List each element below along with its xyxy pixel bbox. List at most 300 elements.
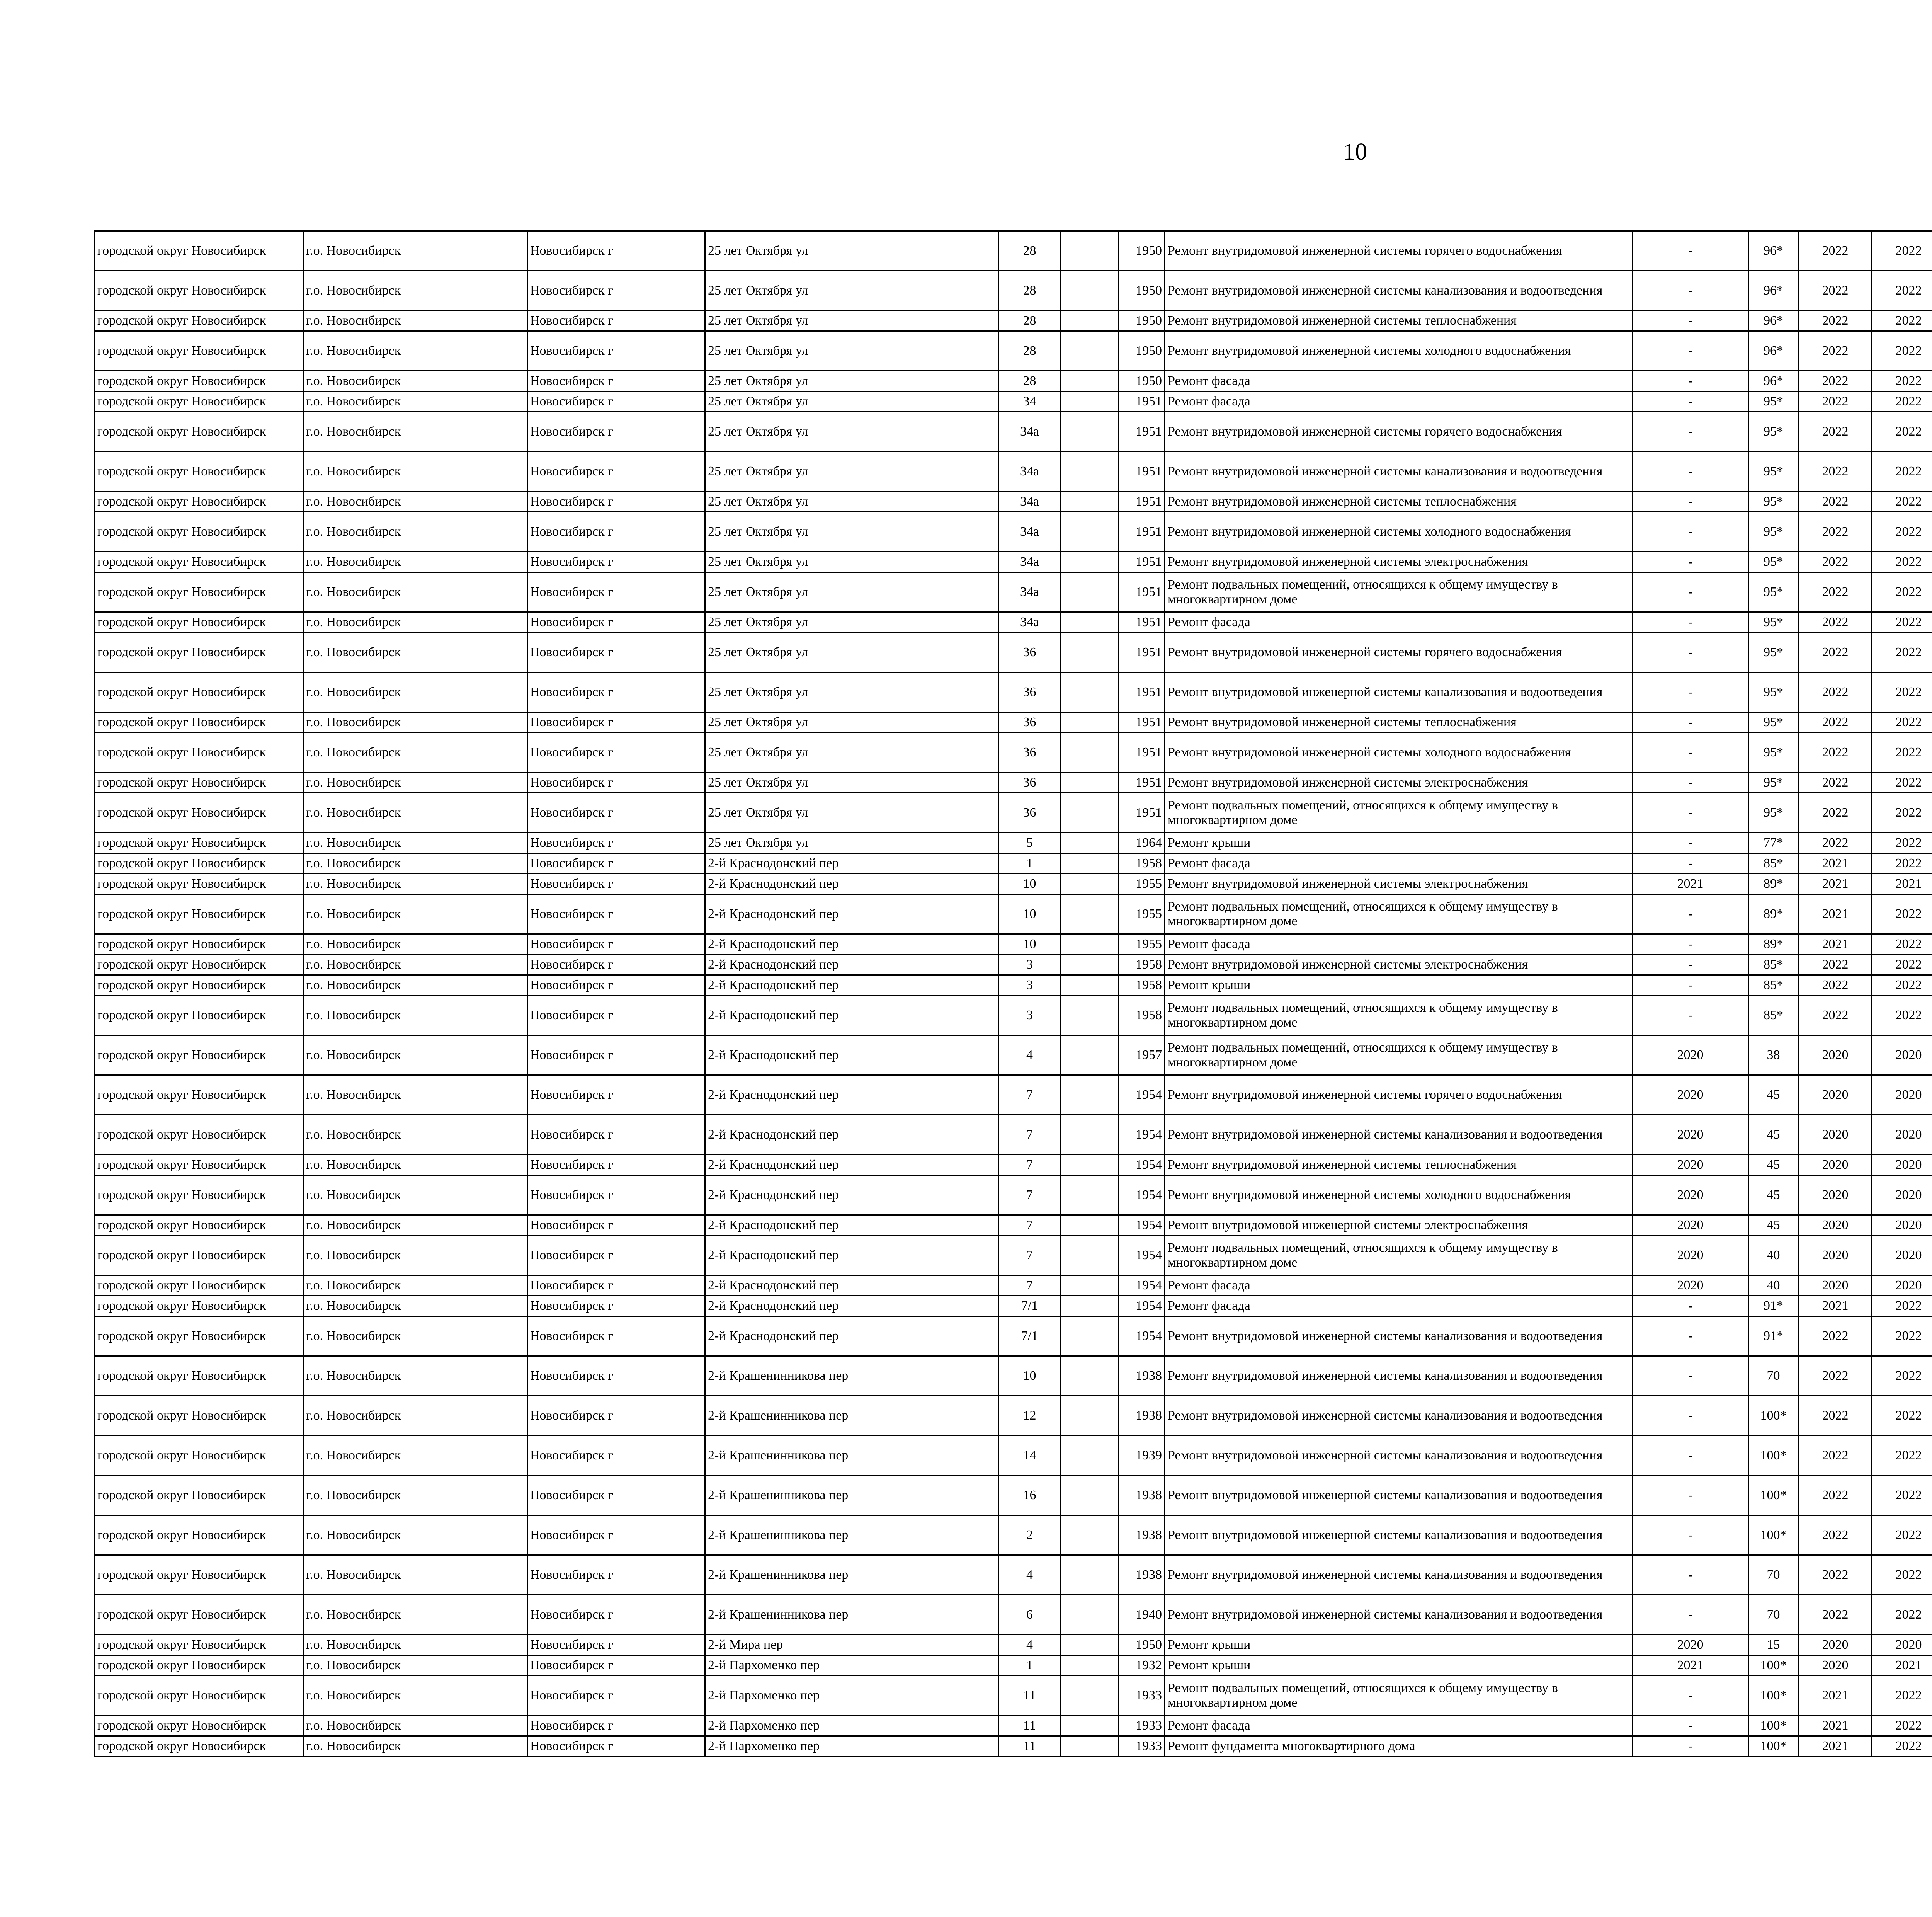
wear-percent-cell: 70 bbox=[1748, 1356, 1799, 1396]
wear-percent-cell: 100* bbox=[1748, 1655, 1799, 1676]
table-row bbox=[95, 371, 1932, 392]
plan-end-year-cell: 2022 bbox=[1872, 371, 1932, 392]
plan-start-year-cell: 2022 bbox=[1799, 552, 1872, 572]
plan-start-year-cell: 2021 bbox=[1799, 1296, 1872, 1316]
table-row bbox=[95, 773, 1932, 793]
house-number-cell: 7 bbox=[999, 1175, 1061, 1215]
build-year-cell: 1951 bbox=[1119, 773, 1165, 793]
work-type-cell: Ремонт подвальных помещений, относящихся к общему имуществу в многоквартирном доме bbox=[1165, 894, 1633, 934]
wear-percent-cell: 89* bbox=[1748, 874, 1799, 894]
house-number-cell: 28 bbox=[999, 311, 1061, 331]
plan-end-year-cell: 2022 bbox=[1872, 733, 1932, 773]
city-cell: Новосибирск г bbox=[527, 1356, 705, 1396]
settlement-cell: г.о. Новосибирск bbox=[303, 1436, 527, 1476]
building-letter-cell bbox=[1061, 231, 1119, 271]
table-row bbox=[95, 1215, 1932, 1236]
municipality-cell: городской округ Новосибирск bbox=[95, 793, 303, 833]
municipality-cell: городской округ Новосибирск bbox=[95, 311, 303, 331]
municipality-cell: городской округ Новосибирск bbox=[95, 874, 303, 894]
last-repair-year-cell: 2020 bbox=[1633, 1175, 1748, 1215]
building-letter-cell bbox=[1061, 633, 1119, 672]
wear-percent-cell: 95* bbox=[1748, 392, 1799, 412]
wear-percent-cell: 95* bbox=[1748, 612, 1799, 633]
table-row bbox=[95, 934, 1932, 955]
street-cell: 2-й Краснодонский пер bbox=[705, 1115, 999, 1155]
last-repair-year-cell: - bbox=[1633, 793, 1748, 833]
street-cell: 25 лет Октября ул bbox=[705, 371, 999, 392]
municipality-cell: городской округ Новосибирск bbox=[95, 975, 303, 996]
last-repair-year-cell: 2021 bbox=[1633, 1655, 1748, 1676]
city-cell: Новосибирск г bbox=[527, 392, 705, 412]
table-row bbox=[95, 392, 1932, 412]
municipality-cell: городской округ Новосибирск bbox=[95, 894, 303, 934]
house-number-cell: 4 bbox=[999, 1555, 1061, 1595]
plan-start-year-cell: 2022 bbox=[1799, 492, 1872, 512]
wear-percent-cell: 45 bbox=[1748, 1175, 1799, 1215]
city-cell: Новосибирск г bbox=[527, 1296, 705, 1316]
table-row bbox=[95, 793, 1932, 833]
city-cell: Новосибирск г bbox=[527, 996, 705, 1035]
municipality-cell: городской округ Новосибирск bbox=[95, 231, 303, 271]
building-letter-cell bbox=[1061, 1476, 1119, 1515]
city-cell: Новосибирск г bbox=[527, 1595, 705, 1635]
settlement-cell: г.о. Новосибирск bbox=[303, 955, 527, 975]
settlement-cell: г.о. Новосибирск bbox=[303, 311, 527, 331]
city-cell: Новосибирск г bbox=[527, 975, 705, 996]
wear-percent-cell: 89* bbox=[1748, 934, 1799, 955]
street-cell: 2-й Краснодонский пер bbox=[705, 1296, 999, 1316]
building-letter-cell bbox=[1061, 1716, 1119, 1736]
plan-end-year-cell: 2022 bbox=[1872, 975, 1932, 996]
work-type-cell: Ремонт внутридомовой инженерной системы холодного водоснабжения bbox=[1165, 512, 1633, 552]
street-cell: 2-й Краснодонский пер bbox=[705, 975, 999, 996]
city-cell: Новосибирск г bbox=[527, 1236, 705, 1275]
last-repair-year-cell: - bbox=[1633, 492, 1748, 512]
municipality-cell: городской округ Новосибирск bbox=[95, 1175, 303, 1215]
plan-end-year-cell: 2022 bbox=[1872, 1476, 1932, 1515]
table-row bbox=[95, 1635, 1932, 1655]
plan-end-year-cell: 2022 bbox=[1872, 1515, 1932, 1555]
table-row bbox=[95, 1296, 1932, 1316]
table-row bbox=[95, 1676, 1932, 1716]
capital-repair-table bbox=[94, 230, 1932, 1757]
wear-percent-cell: 95* bbox=[1748, 773, 1799, 793]
table-row bbox=[95, 331, 1932, 371]
last-repair-year-cell: - bbox=[1633, 392, 1748, 412]
wear-percent-cell: 70 bbox=[1748, 1555, 1799, 1595]
plan-end-year-cell: 2022 bbox=[1872, 1716, 1932, 1736]
house-number-cell: 4 bbox=[999, 1635, 1061, 1655]
page-number: 10 bbox=[1343, 139, 1367, 165]
build-year-cell: 1954 bbox=[1119, 1075, 1165, 1115]
wear-percent-cell: 85* bbox=[1748, 955, 1799, 975]
build-year-cell: 1957 bbox=[1119, 1035, 1165, 1075]
wear-percent-cell: 96* bbox=[1748, 271, 1799, 311]
settlement-cell: г.о. Новосибирск bbox=[303, 1716, 527, 1736]
city-cell: Новосибирск г bbox=[527, 1515, 705, 1555]
settlement-cell: г.о. Новосибирск bbox=[303, 1175, 527, 1215]
table-row bbox=[95, 1476, 1932, 1515]
building-letter-cell bbox=[1061, 1595, 1119, 1635]
table-row bbox=[95, 874, 1932, 894]
city-cell: Новосибирск г bbox=[527, 833, 705, 853]
build-year-cell: 1932 bbox=[1119, 1655, 1165, 1676]
municipality-cell: городской округ Новосибирск bbox=[95, 552, 303, 572]
street-cell: 2-й Мира пер bbox=[705, 1635, 999, 1655]
wear-percent-cell: 45 bbox=[1748, 1155, 1799, 1175]
city-cell: Новосибирск г bbox=[527, 371, 705, 392]
municipality-cell: городской округ Новосибирск bbox=[95, 371, 303, 392]
build-year-cell: 1938 bbox=[1119, 1515, 1165, 1555]
house-number-cell: 11 bbox=[999, 1716, 1061, 1736]
house-number-cell: 1 bbox=[999, 1655, 1061, 1676]
wear-percent-cell: 100* bbox=[1748, 1476, 1799, 1515]
street-cell: 25 лет Октября ул bbox=[705, 512, 999, 552]
municipality-cell: городской округ Новосибирск bbox=[95, 996, 303, 1035]
plan-start-year-cell: 2022 bbox=[1799, 1595, 1872, 1635]
settlement-cell: г.о. Новосибирск bbox=[303, 392, 527, 412]
build-year-cell: 1951 bbox=[1119, 672, 1165, 712]
last-repair-year-cell: - bbox=[1633, 1515, 1748, 1555]
street-cell: 25 лет Октября ул bbox=[705, 392, 999, 412]
municipality-cell: городской округ Новосибирск bbox=[95, 1436, 303, 1476]
table-row bbox=[95, 231, 1932, 271]
settlement-cell: г.о. Новосибирск bbox=[303, 1316, 527, 1356]
settlement-cell: г.о. Новосибирск bbox=[303, 612, 527, 633]
plan-end-year-cell: 2020 bbox=[1872, 1215, 1932, 1236]
house-number-cell: 5 bbox=[999, 833, 1061, 853]
build-year-cell: 1951 bbox=[1119, 612, 1165, 633]
house-number-cell: 3 bbox=[999, 996, 1061, 1035]
city-cell: Новосибирск г bbox=[527, 412, 705, 452]
city-cell: Новосибирск г bbox=[527, 773, 705, 793]
plan-start-year-cell: 2020 bbox=[1799, 1215, 1872, 1236]
last-repair-year-cell: - bbox=[1633, 1316, 1748, 1356]
municipality-cell: городской округ Новосибирск bbox=[95, 1215, 303, 1236]
build-year-cell: 1950 bbox=[1119, 331, 1165, 371]
settlement-cell: г.о. Новосибирск bbox=[303, 773, 527, 793]
settlement-cell: г.о. Новосибирск bbox=[303, 733, 527, 773]
city-cell: Новосибирск г bbox=[527, 331, 705, 371]
plan-start-year-cell: 2020 bbox=[1799, 1635, 1872, 1655]
building-letter-cell bbox=[1061, 572, 1119, 612]
settlement-cell: г.о. Новосибирск bbox=[303, 1396, 527, 1436]
build-year-cell: 1938 bbox=[1119, 1396, 1165, 1436]
last-repair-year-cell: 2020 bbox=[1633, 1155, 1748, 1175]
build-year-cell: 1954 bbox=[1119, 1316, 1165, 1356]
house-number-cell: 28 bbox=[999, 231, 1061, 271]
city-cell: Новосибирск г bbox=[527, 672, 705, 712]
plan-end-year-cell: 2022 bbox=[1872, 311, 1932, 331]
plan-start-year-cell: 2022 bbox=[1799, 633, 1872, 672]
wear-percent-cell: 100* bbox=[1748, 1515, 1799, 1555]
plan-start-year-cell: 2021 bbox=[1799, 853, 1872, 874]
municipality-cell: городской округ Новосибирск bbox=[95, 1115, 303, 1155]
building-letter-cell bbox=[1061, 612, 1119, 633]
house-number-cell: 11 bbox=[999, 1676, 1061, 1716]
last-repair-year-cell: 2020 bbox=[1633, 1115, 1748, 1155]
build-year-cell: 1954 bbox=[1119, 1296, 1165, 1316]
city-cell: Новосибирск г bbox=[527, 894, 705, 934]
plan-end-year-cell: 2022 bbox=[1872, 793, 1932, 833]
building-letter-cell bbox=[1061, 874, 1119, 894]
settlement-cell: г.о. Новосибирск bbox=[303, 874, 527, 894]
last-repair-year-cell: - bbox=[1633, 311, 1748, 331]
municipality-cell: городской округ Новосибирск bbox=[95, 833, 303, 853]
work-type-cell: Ремонт внутридомовой инженерной системы канализования и водоотведения bbox=[1165, 271, 1633, 311]
city-cell: Новосибирск г bbox=[527, 1075, 705, 1115]
work-type-cell: Ремонт внутридомовой инженерной системы канализования и водоотведения bbox=[1165, 452, 1633, 492]
plan-start-year-cell: 2022 bbox=[1799, 996, 1872, 1035]
building-letter-cell bbox=[1061, 1635, 1119, 1655]
plan-start-year-cell: 2022 bbox=[1799, 371, 1872, 392]
build-year-cell: 1954 bbox=[1119, 1275, 1165, 1296]
settlement-cell: г.о. Новосибирск bbox=[303, 793, 527, 833]
last-repair-year-cell: - bbox=[1633, 955, 1748, 975]
plan-end-year-cell: 2022 bbox=[1872, 231, 1932, 271]
municipality-cell: городской округ Новосибирск bbox=[95, 512, 303, 552]
table-row bbox=[95, 1555, 1932, 1595]
street-cell: 25 лет Октября ул bbox=[705, 833, 999, 853]
plan-end-year-cell: 2022 bbox=[1872, 572, 1932, 612]
build-year-cell: 1951 bbox=[1119, 712, 1165, 733]
wear-percent-cell: 95* bbox=[1748, 452, 1799, 492]
last-repair-year-cell: - bbox=[1633, 552, 1748, 572]
build-year-cell: 1950 bbox=[1119, 311, 1165, 331]
city-cell: Новосибирск г bbox=[527, 231, 705, 271]
municipality-cell: городской округ Новосибирск bbox=[95, 1155, 303, 1175]
table-row bbox=[95, 1396, 1932, 1436]
table-row bbox=[95, 492, 1932, 512]
house-number-cell: 7/1 bbox=[999, 1316, 1061, 1356]
plan-end-year-cell: 2022 bbox=[1872, 1676, 1932, 1716]
settlement-cell: г.о. Новосибирск bbox=[303, 975, 527, 996]
municipality-cell: городской округ Новосибирск bbox=[95, 572, 303, 612]
wear-percent-cell: 40 bbox=[1748, 1236, 1799, 1275]
plan-start-year-cell: 2021 bbox=[1799, 1676, 1872, 1716]
street-cell: 2-й Крашенинникова пер bbox=[705, 1436, 999, 1476]
settlement-cell: г.о. Новосибирск bbox=[303, 1236, 527, 1275]
settlement-cell: г.о. Новосибирск bbox=[303, 833, 527, 853]
building-letter-cell bbox=[1061, 1236, 1119, 1275]
plan-start-year-cell: 2020 bbox=[1799, 1655, 1872, 1676]
street-cell: 25 лет Октября ул bbox=[705, 793, 999, 833]
work-type-cell: Ремонт подвальных помещений, относящихся к общему имуществу в многоквартирном доме bbox=[1165, 996, 1633, 1035]
table-row bbox=[95, 672, 1932, 712]
building-letter-cell bbox=[1061, 894, 1119, 934]
street-cell: 25 лет Октября ул bbox=[705, 733, 999, 773]
house-number-cell: 34а bbox=[999, 492, 1061, 512]
work-type-cell: Ремонт внутридомовой инженерной системы канализования и водоотведения bbox=[1165, 1316, 1633, 1356]
plan-start-year-cell: 2022 bbox=[1799, 672, 1872, 712]
work-type-cell: Ремонт внутридомовой инженерной системы электроснабжения bbox=[1165, 1215, 1633, 1236]
work-type-cell: Ремонт крыши bbox=[1165, 833, 1633, 853]
settlement-cell: г.о. Новосибирск bbox=[303, 271, 527, 311]
city-cell: Новосибирск г bbox=[527, 612, 705, 633]
building-letter-cell bbox=[1061, 1555, 1119, 1595]
plan-start-year-cell: 2020 bbox=[1799, 1155, 1872, 1175]
city-cell: Новосибирск г bbox=[527, 955, 705, 975]
plan-end-year-cell: 2022 bbox=[1872, 1296, 1932, 1316]
house-number-cell: 3 bbox=[999, 975, 1061, 996]
last-repair-year-cell: 2021 bbox=[1633, 874, 1748, 894]
wear-percent-cell: 85* bbox=[1748, 975, 1799, 996]
municipality-cell: городской округ Новосибирск bbox=[95, 1316, 303, 1356]
plan-end-year-cell: 2022 bbox=[1872, 1436, 1932, 1476]
plan-start-year-cell: 2022 bbox=[1799, 271, 1872, 311]
table-row bbox=[95, 1595, 1932, 1635]
house-number-cell: 10 bbox=[999, 874, 1061, 894]
plan-end-year-cell: 2021 bbox=[1872, 874, 1932, 894]
plan-end-year-cell: 2022 bbox=[1872, 1396, 1932, 1436]
build-year-cell: 1951 bbox=[1119, 733, 1165, 773]
last-repair-year-cell: 2020 bbox=[1633, 1075, 1748, 1115]
build-year-cell: 1950 bbox=[1119, 271, 1165, 311]
plan-start-year-cell: 2022 bbox=[1799, 975, 1872, 996]
work-type-cell: Ремонт внутридомовой инженерной системы канализования и водоотведения bbox=[1165, 1115, 1633, 1155]
building-letter-cell bbox=[1061, 1436, 1119, 1476]
plan-end-year-cell: 2022 bbox=[1872, 612, 1932, 633]
street-cell: 2-й Краснодонский пер bbox=[705, 1316, 999, 1356]
street-cell: 2-й Краснодонский пер bbox=[705, 1236, 999, 1275]
plan-start-year-cell: 2020 bbox=[1799, 1275, 1872, 1296]
building-letter-cell bbox=[1061, 1075, 1119, 1115]
table-row bbox=[95, 1356, 1932, 1396]
street-cell: 2-й Краснодонский пер bbox=[705, 955, 999, 975]
building-letter-cell bbox=[1061, 271, 1119, 311]
table-row bbox=[95, 1236, 1932, 1275]
settlement-cell: г.о. Новосибирск bbox=[303, 572, 527, 612]
city-cell: Новосибирск г bbox=[527, 1635, 705, 1655]
city-cell: Новосибирск г bbox=[527, 1736, 705, 1757]
building-letter-cell bbox=[1061, 1396, 1119, 1436]
work-type-cell: Ремонт внутридомовой инженерной системы теплоснабжения bbox=[1165, 492, 1633, 512]
plan-start-year-cell: 2022 bbox=[1799, 572, 1872, 612]
house-number-cell: 36 bbox=[999, 672, 1061, 712]
municipality-cell: городской округ Новосибирск bbox=[95, 1296, 303, 1316]
municipality-cell: городской округ Новосибирск bbox=[95, 853, 303, 874]
plan-end-year-cell: 2022 bbox=[1872, 672, 1932, 712]
work-type-cell: Ремонт внутридомовой инженерной системы канализования и водоотведения bbox=[1165, 1476, 1633, 1515]
municipality-cell: городской округ Новосибирск bbox=[95, 1635, 303, 1655]
table-row bbox=[95, 1035, 1932, 1075]
work-type-cell: Ремонт внутридомовой инженерной системы электроснабжения bbox=[1165, 773, 1633, 793]
table-row bbox=[95, 412, 1932, 452]
work-type-cell: Ремонт внутридомовой инженерной системы холодного водоснабжения bbox=[1165, 1175, 1633, 1215]
build-year-cell: 1958 bbox=[1119, 996, 1165, 1035]
table-row bbox=[95, 894, 1932, 934]
house-number-cell: 10 bbox=[999, 1356, 1061, 1396]
table-row bbox=[95, 996, 1932, 1035]
table-row bbox=[95, 1436, 1932, 1476]
build-year-cell: 1955 bbox=[1119, 894, 1165, 934]
plan-start-year-cell: 2022 bbox=[1799, 1396, 1872, 1436]
building-letter-cell bbox=[1061, 773, 1119, 793]
table-row bbox=[95, 271, 1932, 311]
last-repair-year-cell: - bbox=[1633, 1476, 1748, 1515]
house-number-cell: 36 bbox=[999, 633, 1061, 672]
building-letter-cell bbox=[1061, 996, 1119, 1035]
municipality-cell: городской округ Новосибирск bbox=[95, 1555, 303, 1595]
building-letter-cell bbox=[1061, 1356, 1119, 1396]
last-repair-year-cell: - bbox=[1633, 975, 1748, 996]
plan-start-year-cell: 2022 bbox=[1799, 793, 1872, 833]
street-cell: 2-й Крашенинникова пер bbox=[705, 1356, 999, 1396]
last-repair-year-cell: 2020 bbox=[1633, 1275, 1748, 1296]
house-number-cell: 14 bbox=[999, 1436, 1061, 1476]
city-cell: Новосибирск г bbox=[527, 934, 705, 955]
building-letter-cell bbox=[1061, 833, 1119, 853]
street-cell: 2-й Краснодонский пер bbox=[705, 853, 999, 874]
work-type-cell: Ремонт внутридомовой инженерной системы электроснабжения bbox=[1165, 874, 1633, 894]
plan-end-year-cell: 2020 bbox=[1872, 1175, 1932, 1215]
settlement-cell: г.о. Новосибирск bbox=[303, 853, 527, 874]
plan-end-year-cell: 2022 bbox=[1872, 271, 1932, 311]
city-cell: Новосибирск г bbox=[527, 1655, 705, 1676]
plan-start-year-cell: 2021 bbox=[1799, 894, 1872, 934]
building-letter-cell bbox=[1061, 853, 1119, 874]
municipality-cell: городской округ Новосибирск bbox=[95, 1275, 303, 1296]
settlement-cell: г.о. Новосибирск bbox=[303, 1215, 527, 1236]
plan-end-year-cell: 2022 bbox=[1872, 712, 1932, 733]
municipality-cell: городской округ Новосибирск bbox=[95, 1515, 303, 1555]
municipality-cell: городской округ Новосибирск bbox=[95, 1236, 303, 1275]
municipality-cell: городской округ Новосибирск bbox=[95, 612, 303, 633]
plan-start-year-cell: 2022 bbox=[1799, 392, 1872, 412]
table-row bbox=[95, 955, 1932, 975]
last-repair-year-cell: 2020 bbox=[1633, 1035, 1748, 1075]
work-type-cell: Ремонт внутридомовой инженерной системы горячего водоснабжения bbox=[1165, 1075, 1633, 1115]
table-row bbox=[95, 975, 1932, 996]
settlement-cell: г.о. Новосибирск bbox=[303, 371, 527, 392]
plan-start-year-cell: 2022 bbox=[1799, 833, 1872, 853]
building-letter-cell bbox=[1061, 1155, 1119, 1175]
plan-start-year-cell: 2022 bbox=[1799, 452, 1872, 492]
wear-percent-cell: 95* bbox=[1748, 793, 1799, 833]
street-cell: 2-й Пархоменко пер bbox=[705, 1655, 999, 1676]
settlement-cell: г.о. Новосибирск bbox=[303, 1676, 527, 1716]
build-year-cell: 1950 bbox=[1119, 231, 1165, 271]
house-number-cell: 34а bbox=[999, 612, 1061, 633]
last-repair-year-cell: 2020 bbox=[1633, 1635, 1748, 1655]
municipality-cell: городской округ Новосибирск bbox=[95, 1676, 303, 1716]
street-cell: 2-й Крашенинникова пер bbox=[705, 1476, 999, 1515]
street-cell: 25 лет Октября ул bbox=[705, 612, 999, 633]
building-letter-cell bbox=[1061, 975, 1119, 996]
city-cell: Новосибирск г bbox=[527, 1316, 705, 1356]
build-year-cell: 1951 bbox=[1119, 392, 1165, 412]
build-year-cell: 1954 bbox=[1119, 1215, 1165, 1236]
street-cell: 2-й Пархоменко пер bbox=[705, 1676, 999, 1716]
city-cell: Новосибирск г bbox=[527, 1035, 705, 1075]
table-row bbox=[95, 733, 1932, 773]
plan-end-year-cell: 2022 bbox=[1872, 955, 1932, 975]
street-cell: 25 лет Октября ул bbox=[705, 492, 999, 512]
wear-percent-cell: 15 bbox=[1748, 1635, 1799, 1655]
city-cell: Новосибирск г bbox=[527, 1436, 705, 1476]
house-number-cell: 4 bbox=[999, 1035, 1061, 1075]
settlement-cell: г.о. Новосибирск bbox=[303, 1655, 527, 1676]
work-type-cell: Ремонт внутридомовой инженерной системы горячего водоснабжения bbox=[1165, 633, 1633, 672]
plan-end-year-cell: 2022 bbox=[1872, 1736, 1932, 1757]
plan-end-year-cell: 2020 bbox=[1872, 1635, 1932, 1655]
municipality-cell: городской округ Новосибирск bbox=[95, 934, 303, 955]
work-type-cell: Ремонт фасада bbox=[1165, 1275, 1633, 1296]
settlement-cell: г.о. Новосибирск bbox=[303, 1115, 527, 1155]
house-number-cell: 36 bbox=[999, 733, 1061, 773]
building-letter-cell bbox=[1061, 733, 1119, 773]
table-row bbox=[95, 452, 1932, 492]
